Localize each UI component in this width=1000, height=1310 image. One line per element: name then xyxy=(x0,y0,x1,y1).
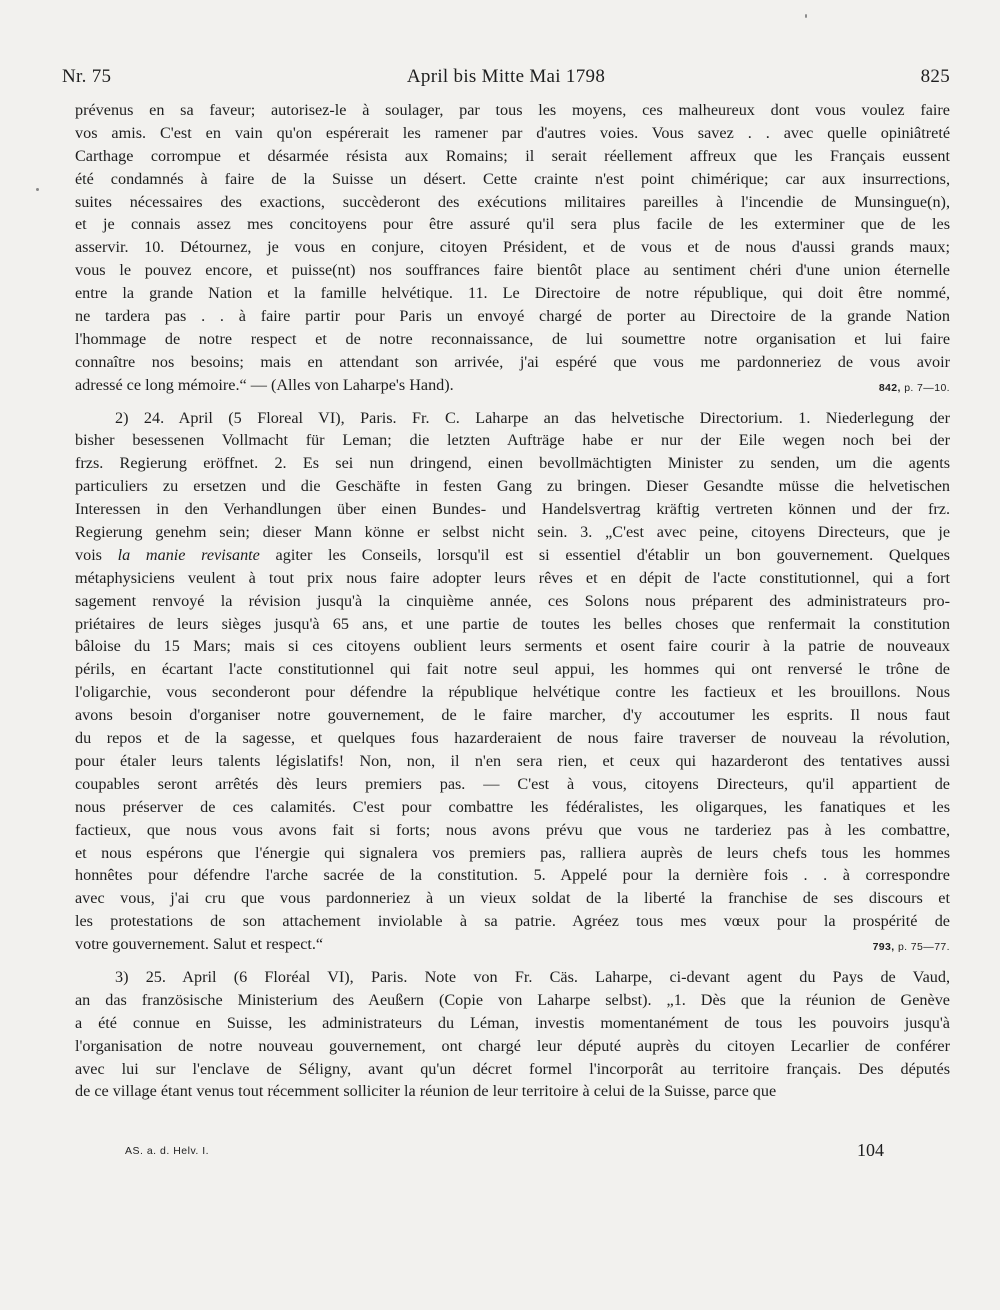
line-text: Interessen in den Verhandlungen über einen Bundes- und Handelsvertrag kräftig vertreten können und der frz. xyxy=(75,500,950,519)
paragraph-gap xyxy=(75,956,950,966)
line-text: Carthage corrompue et désarmée résista aux Romains; il serait réellement affreux que les Français eussent xyxy=(75,146,950,165)
line-text: coupables seront arrêtés dès leurs premiers pas. — C'est à vous, citoyens Directeurs, qu'il appartient de xyxy=(75,774,950,793)
text-line xyxy=(75,475,950,498)
paragraph xyxy=(75,99,950,397)
text-line xyxy=(75,933,950,956)
text-line xyxy=(75,1035,950,1058)
text-line xyxy=(75,99,950,122)
line-text: honnêtes pour défendre l'arche sacrée de la constitution. 5. Appelé pour la dernière fois . . à correspondre xyxy=(75,866,950,885)
text-line xyxy=(75,282,950,305)
line-text: l'organisation de notre nouveau gouvernement, ont chargé leur député auprès du citoyen Lecarlier de conférer xyxy=(75,1036,950,1055)
scan-speck xyxy=(805,14,807,18)
text-line xyxy=(75,681,950,704)
text-line xyxy=(75,910,950,933)
sheet-signature: 104 xyxy=(857,1140,884,1160)
text-line xyxy=(75,452,950,475)
line-text: priétaires de leurs sièges jusqu'à 65 ans, et une partie de toutes les belles choses que renfermait la constitution xyxy=(75,614,950,633)
text-line xyxy=(75,305,950,328)
italic-phrase: la manie revisante xyxy=(117,545,260,564)
line-text: suites nécessaires des exactions, succèderont des exécutions militaires pareilles à l'incendie de Munsingue(n), xyxy=(75,192,950,211)
line-text: avec lui sur l'enclave de Séligny, avant qu'un décret formel l'incorporât au territoire français. Des députés xyxy=(75,1059,950,1078)
text-line xyxy=(75,1080,950,1103)
line-text: l'hommage de notre respect et de notre reconnaissance, de lui soumettre notre organisation et lui faire xyxy=(75,329,950,348)
text-line xyxy=(75,351,950,374)
text-line xyxy=(75,328,950,351)
text-line xyxy=(75,259,950,282)
body-text xyxy=(75,99,950,1103)
line-text: métaphysiciens veulent à tout prix nous faire adopter leurs rêves et en dépit de l'acte constitutionnel, qui a fort xyxy=(75,568,950,587)
paragraph xyxy=(75,407,950,956)
line-text: votre gouvernement. Salut et respect.“ xyxy=(75,935,324,954)
line-text: avec vous, j'ai cru que vous pardonneriez à un vieux soldat de la liberté la franchise de ses discours et xyxy=(75,889,950,908)
archive-reference-pages: p. 7—10. xyxy=(904,381,950,394)
paragraph-gap xyxy=(75,397,950,407)
line-text: vos amis. C'est en vain qu'on espérerait les ramener par d'autres voies. Vous savez . . avec quelle opiniâtreté xyxy=(75,123,950,142)
line-text: du repos et de la sagesse, et quelques fous hazarderaient de nous faire traverser de nouveau la révolution, xyxy=(75,729,950,748)
line-text: bisher besessenen Vollmacht für Leman; die letzten Aufträge habe er nur der Eile wegen noch bei der xyxy=(75,431,950,450)
document-number: Nr. 75 xyxy=(62,66,112,87)
archive-reference-number: 842, xyxy=(878,381,901,394)
text-line xyxy=(75,1012,950,1035)
text-line xyxy=(75,122,950,145)
text-line xyxy=(75,429,950,452)
archive-reference xyxy=(879,374,950,397)
line-text: et je connais assez mes concitoyens pour être assuré qu'il sera plus facile de les exterminer que de les xyxy=(75,215,950,234)
line-text: pour étaler leurs talents législatifs! Non, non, il n'en sera rien, et ceux qui hazarderont des tentatives aussi xyxy=(75,751,950,770)
text-line xyxy=(75,191,950,214)
text-line xyxy=(75,168,950,191)
line-text: 3) 25. April (6 Floréal VI), Paris. Note von Fr. Cäs. Laharpe, ci-devant agent du Pays de Vaud, xyxy=(115,967,950,986)
archive-reference-number: 793, xyxy=(872,941,895,954)
text-line xyxy=(75,727,950,750)
text-line xyxy=(75,145,950,168)
line-text: été condamnés à faire de la Suisse un désert. Cette crainte n'est point chimérique; car aux insurrections, xyxy=(75,169,950,188)
line-text: particuliers zu ersetzen und die Geschäfte in festen Gang zu bringen. Dieser Gesandte müsse die helvetischen xyxy=(75,477,950,496)
text-line xyxy=(75,236,950,259)
page-number: 825 xyxy=(920,66,950,87)
text-line xyxy=(75,544,950,567)
archive-reference xyxy=(873,933,950,956)
text-line xyxy=(75,407,950,430)
line-text: ne tardera pas . . à faire partir pour Paris un envoyé chargé de porter au Directoire de la grande Nation xyxy=(75,307,950,326)
text-line xyxy=(75,796,950,819)
line-text: adressé ce long mémoire.“ — (Alles von Laharpe's Hand). xyxy=(75,375,454,394)
line-text: vois la manie revisante agiter les Conseils, lorsqu'il est si essentiel d'établir un bon gouvernement. Quelques xyxy=(75,545,950,564)
text-line xyxy=(75,887,950,910)
text-line xyxy=(75,521,950,544)
text-line xyxy=(75,842,950,865)
page-header xyxy=(62,66,950,94)
text-line xyxy=(75,635,950,658)
text-line xyxy=(75,864,950,887)
text-line xyxy=(75,704,950,727)
line-text: entre la grande Nation et la famille helvétique. 11. Le Directoire de notre république, qui doit être nommé, xyxy=(75,284,950,303)
line-text: frzs. Regierung eröffnet. 2. Es sei nun dringend, einen bevollmächtigten Minister zu senden, um die agents xyxy=(75,454,950,473)
line-text: 2) 24. April (5 Floreal VI), Paris. Fr. C. Laharpe an das helvetische Directorium. 1. Niederlegung der xyxy=(115,408,950,427)
line-text: an das französische Ministerium des Aeußern (Copie von Laharpe selbst). „1. Dès que la réunion de Genève xyxy=(75,990,950,1009)
source-reference: AS. a. d. Helv. I. xyxy=(125,1145,210,1157)
scan-speck xyxy=(36,188,39,191)
line-text: nous préserver de ces calamités. C'est pour combattre les fédéralistes, les oligarques, les fanatiques et les xyxy=(75,797,950,816)
text-line xyxy=(75,1058,950,1081)
line-text: asservir. 10. Détournez, je vous en conjure, citoyen Président, et de vous et de nous d'aussi grands maux; xyxy=(75,238,950,257)
line-text: bâloise du 15 Mars; mais si ces citoyens oublient leurs serments et osent faire courir à la patrie de nouveaux xyxy=(75,637,950,656)
line-text: vous le pouvez encore, et puisse(nt) nos souffrances faire bientôt place au sentiment chéri d'une union éternelle xyxy=(75,261,950,280)
line-text: périls, en écartant l'acte constitutionnel qui fait notre seul appui, les hommes qui ont renversé le trône de xyxy=(75,660,950,679)
line-text: sagement renvoyé la révision jusqu'à la cinquième année, ces Solons nous préparent des administrateurs pro- xyxy=(75,591,950,610)
text-line xyxy=(75,590,950,613)
text-line xyxy=(75,374,950,397)
text-line xyxy=(75,966,950,989)
archive-reference-pages: p. 75—77. xyxy=(897,941,950,954)
text-line xyxy=(75,213,950,236)
text-line xyxy=(75,819,950,842)
line-text: connaître nos besoins; mais en attendant son arrivée, j'ai espéré que vous me pardonneriez de vous avoir xyxy=(75,352,950,371)
line-text: les protestations de son attachement inviolable à sa patrie. Agréez tous mes vœux pour la prospérité de xyxy=(75,912,950,931)
line-text: Regierung genehm sein; dieser Mann könne er selbst nicht sein. 3. „C'est avec peine, citoyens Directeurs, que je xyxy=(75,523,950,542)
text-line xyxy=(75,567,950,590)
line-text: de ce village étant venus tout récemment solliciter la réunion de leur territoire à celui de la Suisse, parce que xyxy=(75,1082,777,1101)
line-text: a été connue en Suisse, les administrateurs du Léman, investis momentanément de tous les pouvoirs jusqu'à xyxy=(75,1013,950,1032)
text-line xyxy=(75,750,950,773)
text-line xyxy=(75,658,950,681)
line-text: l'oligarchie, vous seconderont pour défendre la république helvétique contre les factieux et les brouillons. Nous xyxy=(75,683,950,702)
text-line xyxy=(75,498,950,521)
text-line xyxy=(75,773,950,796)
line-text: factieux, que nous vous avons fait si forts; nous avons prévu que vous ne tarderiez pas à les combattre, xyxy=(75,820,950,839)
paragraph xyxy=(75,966,950,1103)
line-text: et nous espérons que l'énergie qui signalera vos premiers pas, ralliera auprès de leurs chefs tous les hommes xyxy=(75,843,950,862)
page-footer xyxy=(75,1140,950,1164)
text-line xyxy=(75,989,950,1012)
line-text: prévenus en sa faveur; autorisez-le à soulager, par tous les moyens, ces malheureux dont vous voulez faire xyxy=(75,101,950,119)
line-text: avons besoin d'organiser notre gouvernement, de le faire marcher, d'y accoutumer les esprits. Il nous faut xyxy=(75,706,950,725)
text-line xyxy=(75,613,950,636)
running-title: April bis Mitte Mai 1798 xyxy=(406,66,606,87)
